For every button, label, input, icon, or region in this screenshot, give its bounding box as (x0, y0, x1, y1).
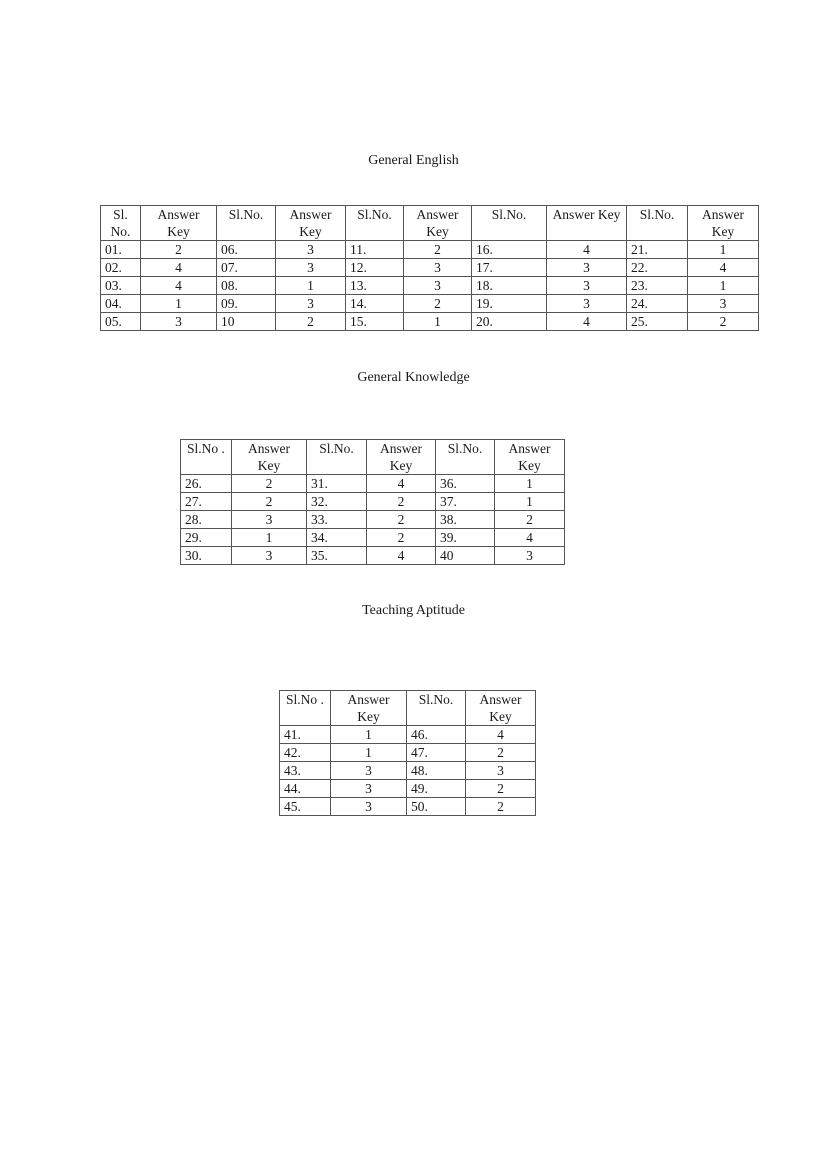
answer-key-value: 4 (367, 547, 436, 565)
answer-key-value: 1 (495, 475, 565, 493)
question-number: 18. (472, 277, 547, 295)
question-number: 03. (101, 277, 141, 295)
question-number: 33. (307, 511, 367, 529)
question-number: 42. (280, 744, 331, 762)
question-number: 23. (627, 277, 688, 295)
column-header-sl-no: Sl.No. (436, 440, 495, 475)
header-row (181, 440, 565, 475)
column-header-sl-no: Sl.No. (407, 691, 466, 726)
column-header-answer-key: Answer Key (331, 691, 407, 726)
question-number: 36. (436, 475, 495, 493)
answer-key-value: 3 (495, 547, 565, 565)
header-row (101, 206, 759, 241)
question-number: 40 (436, 547, 495, 565)
answer-key-value: 4 (466, 726, 536, 744)
question-number: 35. (307, 547, 367, 565)
question-number: 41. (280, 726, 331, 744)
answer-key-value: 4 (495, 529, 565, 547)
table-row (181, 511, 565, 529)
table-row (280, 726, 536, 744)
answer-key-value: 1 (331, 726, 407, 744)
table-row (280, 744, 536, 762)
table-row (101, 295, 759, 313)
answer-key-value: 2 (367, 529, 436, 547)
answer-key-table-teaching-aptitude (279, 690, 536, 816)
question-number: 37. (436, 493, 495, 511)
question-number: 48. (407, 762, 466, 780)
answer-key-value: 2 (404, 241, 472, 259)
table-row (181, 547, 565, 565)
answer-key-value: 3 (331, 798, 407, 816)
question-number: 21. (627, 241, 688, 259)
question-number: 25. (627, 313, 688, 331)
answer-key-value: 1 (141, 295, 217, 313)
answer-key-value: 3 (404, 259, 472, 277)
answer-key-value: 2 (404, 295, 472, 313)
question-number: 15. (346, 313, 404, 331)
answer-key-value: 2 (141, 241, 217, 259)
table-row (101, 259, 759, 277)
column-header-sl-no: Sl.No. (627, 206, 688, 241)
column-header-sl-no: Sl.No. (472, 206, 547, 241)
answer-key-value: 2 (367, 511, 436, 529)
question-number: 39. (436, 529, 495, 547)
question-number: 11. (346, 241, 404, 259)
table-row (181, 529, 565, 547)
column-header-answer-key: Answer Key (232, 440, 307, 475)
table-row (181, 475, 565, 493)
question-number: 13. (346, 277, 404, 295)
question-number: 26. (181, 475, 232, 493)
table-row (280, 780, 536, 798)
question-number: 04. (101, 295, 141, 313)
table-row (101, 241, 759, 259)
column-header-answer-key: Answer Key (495, 440, 565, 475)
question-number: 12. (346, 259, 404, 277)
answer-key-value: 2 (276, 313, 346, 331)
column-header-answer-key: Answer Key (688, 206, 759, 241)
question-number: 01. (101, 241, 141, 259)
answer-key-value: 1 (404, 313, 472, 331)
answer-key-value: 3 (232, 511, 307, 529)
column-header-answer-key: Answer Key (276, 206, 346, 241)
answer-key-value: 2 (466, 744, 536, 762)
answer-key-value: 1 (276, 277, 346, 295)
column-header-sl-no: Sl.No. (346, 206, 404, 241)
answer-key-value: 3 (331, 780, 407, 798)
question-number: 14. (346, 295, 404, 313)
question-number: 17. (472, 259, 547, 277)
answer-key-value: 4 (688, 259, 759, 277)
table-row (280, 798, 536, 816)
column-header-sl-no: Sl.No . (280, 691, 331, 726)
question-number: 05. (101, 313, 141, 331)
answer-key-value: 3 (688, 295, 759, 313)
answer-key-value: 3 (276, 259, 346, 277)
question-number: 02. (101, 259, 141, 277)
column-header-answer-key: Answer Key (141, 206, 217, 241)
answer-key-value: 2 (367, 493, 436, 511)
question-number: 28. (181, 511, 232, 529)
table-row (101, 277, 759, 295)
answer-key-value: 2 (466, 780, 536, 798)
question-number: 34. (307, 529, 367, 547)
answer-key-value: 1 (495, 493, 565, 511)
answer-key-value: 1 (688, 277, 759, 295)
column-header-sl-no: Sl. No. (101, 206, 141, 241)
question-number: 31. (307, 475, 367, 493)
table-row (181, 493, 565, 511)
answer-key-value: 2 (688, 313, 759, 331)
question-number: 46. (407, 726, 466, 744)
question-number: 50. (407, 798, 466, 816)
answer-key-table-general-english (100, 205, 759, 331)
answer-key-value: 3 (331, 762, 407, 780)
answer-key-value: 2 (466, 798, 536, 816)
question-number: 32. (307, 493, 367, 511)
answer-key-table-general-knowledge (180, 439, 565, 565)
answer-key-value: 3 (276, 241, 346, 259)
answer-key-value: 3 (141, 313, 217, 331)
question-number: 44. (280, 780, 331, 798)
answer-key-value: 4 (547, 241, 627, 259)
question-number: 08. (217, 277, 276, 295)
column-header-answer-key: Answer Key (367, 440, 436, 475)
header-row (280, 691, 536, 726)
answer-key-value: 3 (232, 547, 307, 565)
answer-key-value: 3 (404, 277, 472, 295)
question-number: 20. (472, 313, 547, 331)
question-number: 06. (217, 241, 276, 259)
question-number: 19. (472, 295, 547, 313)
question-number: 07. (217, 259, 276, 277)
answer-key-value: 3 (547, 277, 627, 295)
section-title-teaching-aptitude: Teaching Aptitude (362, 603, 465, 618)
answer-key-value: 3 (547, 295, 627, 313)
answer-key-value: 4 (367, 475, 436, 493)
answer-key-value: 4 (141, 259, 217, 277)
question-number: 30. (181, 547, 232, 565)
question-number: 27. (181, 493, 232, 511)
answer-key-value: 2 (232, 475, 307, 493)
column-header-answer-key: Answer Key (547, 206, 627, 241)
question-number: 43. (280, 762, 331, 780)
question-number: 29. (181, 529, 232, 547)
answer-key-value: 1 (232, 529, 307, 547)
table-row (280, 762, 536, 780)
answer-key-value: 4 (141, 277, 217, 295)
answer-key-value: 4 (547, 313, 627, 331)
answer-key-value: 3 (466, 762, 536, 780)
answer-key-value: 1 (331, 744, 407, 762)
section-title-general-knowledge: General Knowledge (357, 370, 470, 385)
answer-key-value: 3 (276, 295, 346, 313)
question-number: 49. (407, 780, 466, 798)
question-number: 47. (407, 744, 466, 762)
column-header-answer-key: Answer Key (466, 691, 536, 726)
question-number: 10 (217, 313, 276, 331)
table-row (101, 313, 759, 331)
column-header-sl-no: Sl.No. (307, 440, 367, 475)
answer-key-value: 1 (688, 241, 759, 259)
answer-key-value: 2 (495, 511, 565, 529)
section-title-general-english: General English (368, 153, 459, 168)
column-header-sl-no: Sl.No . (181, 440, 232, 475)
question-number: 24. (627, 295, 688, 313)
question-number: 45. (280, 798, 331, 816)
question-number: 09. (217, 295, 276, 313)
question-number: 16. (472, 241, 547, 259)
answer-key-value: 2 (232, 493, 307, 511)
answer-key-value: 3 (547, 259, 627, 277)
column-header-answer-key: Answer Key (404, 206, 472, 241)
question-number: 22. (627, 259, 688, 277)
column-header-sl-no: Sl.No. (217, 206, 276, 241)
question-number: 38. (436, 511, 495, 529)
